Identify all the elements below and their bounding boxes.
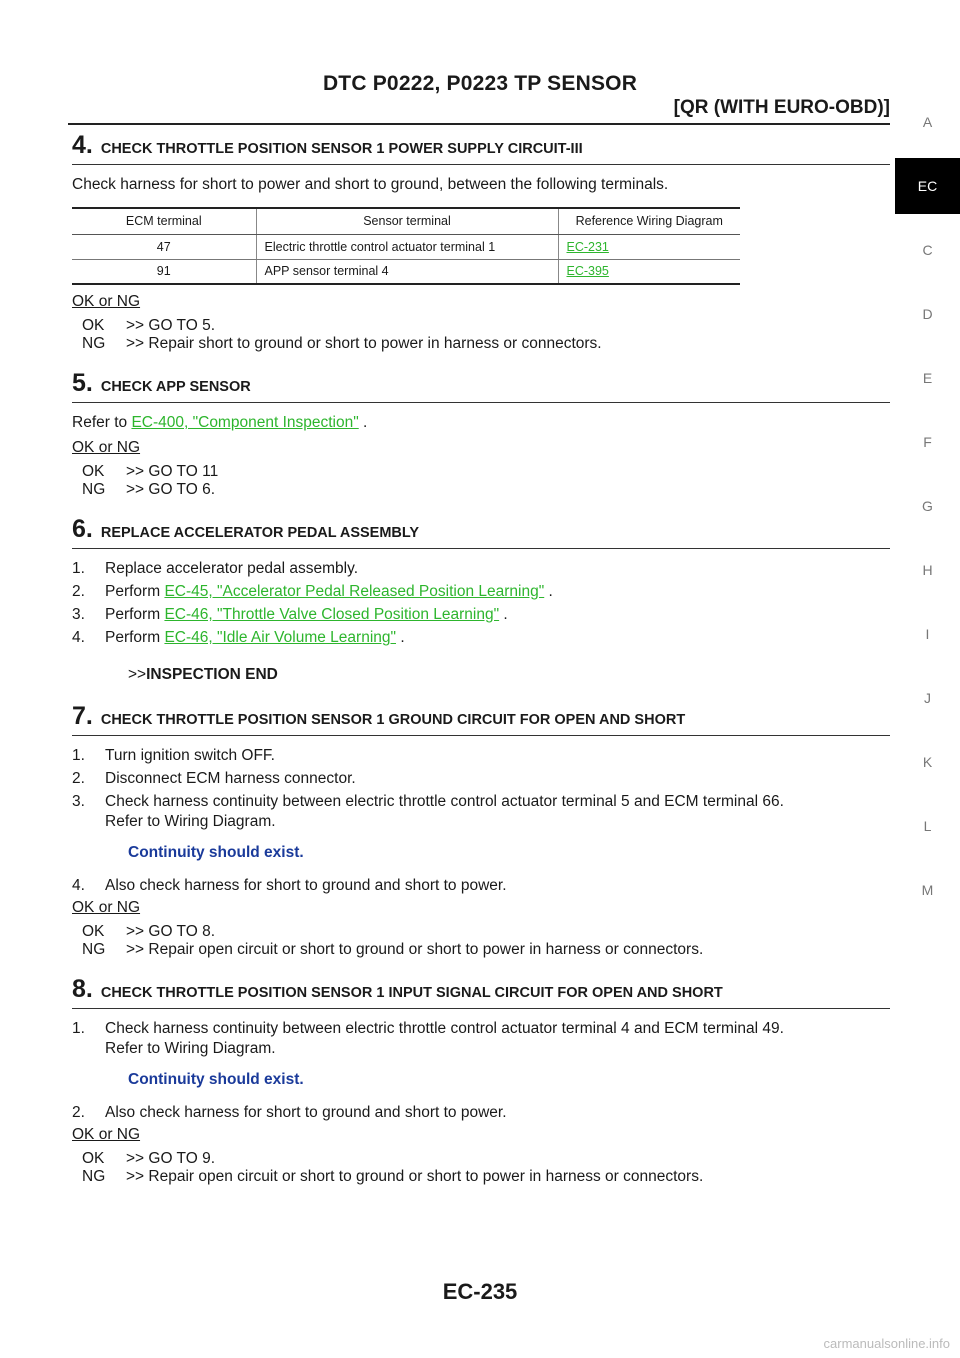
- ng-label: NG: [82, 1168, 106, 1185]
- side-tab-e[interactable]: E: [922, 370, 933, 386]
- item-suffix: .: [499, 606, 508, 623]
- ng-action: >> Repair open circuit or short to ground or short to power in harness or connectors.: [126, 941, 704, 958]
- item-number: 4.: [72, 877, 85, 894]
- step-title: CHECK THROTTLE POSITION SENSOR 1 GROUND CIRCUIT FOR OPEN AND SHORT: [100, 712, 686, 728]
- ok-or-ng-label: OK or NG: [72, 1126, 141, 1143]
- item-text: Refer to Wiring Diagram.: [105, 1040, 276, 1057]
- ng-label: NG: [82, 941, 106, 958]
- item-number: 2.: [72, 1104, 85, 1121]
- page-subtitle: [QR (WITH EURO-OBD)]: [673, 97, 890, 118]
- step-5-heading: 5 . CHECK APP SENSOR: [72, 371, 890, 403]
- ok-label: OK: [82, 463, 105, 480]
- step-4-heading: 4 . CHECK THROTTLE POSITION SENSOR 1 POWER SUPPLY CIRCUIT-III: [72, 133, 890, 165]
- side-tab-i[interactable]: I: [925, 626, 930, 642]
- list-item: [72, 876, 890, 896]
- list-item: [72, 582, 890, 602]
- item-text: Check harness continuity between electric throttle control actuator terminal 5 and ECM terminal 66.: [105, 793, 784, 810]
- ok-action: >> GO TO 5.: [126, 317, 216, 334]
- page-number: EC-235: [442, 1279, 518, 1304]
- step-8: [72, 977, 890, 1186]
- refer-suffix: .: [358, 414, 368, 431]
- list-item: [72, 1019, 890, 1059]
- item-text: Also check harness for short to ground and short to power.: [105, 877, 507, 894]
- item-number: 3.: [72, 793, 85, 810]
- ng-action: >> GO TO 6.: [126, 481, 216, 498]
- table-row: [72, 259, 740, 284]
- terminal-table: [72, 207, 740, 285]
- item-text: Perform: [105, 606, 161, 623]
- step-title: CHECK THROTTLE POSITION SENSOR 1 POWER SUPPLY CIRCUIT-III: [100, 141, 583, 157]
- watermark: carmanualsonline.info: [823, 1336, 950, 1351]
- ng-result: [72, 1168, 890, 1186]
- item-number: 1.: [72, 747, 85, 764]
- header-divider: [68, 123, 890, 125]
- list-item: [72, 1103, 890, 1123]
- list-item: [72, 792, 890, 832]
- side-tab-d[interactable]: D: [922, 306, 933, 322]
- step-number: 6: [72, 515, 86, 543]
- item-text: Replace accelerator pedal assembly.: [105, 560, 359, 577]
- side-tab-a[interactable]: A: [922, 114, 933, 130]
- table-cell: 91: [72, 259, 256, 284]
- ok-or-ng-label: OK or NG: [72, 899, 141, 916]
- list-item: [72, 605, 890, 625]
- item-text: Perform: [105, 583, 161, 600]
- side-tab-k[interactable]: K: [922, 754, 933, 770]
- column-header: Sensor terminal: [256, 208, 558, 234]
- item-text: Turn ignition switch OFF.: [105, 747, 275, 764]
- procedure-content: [72, 133, 890, 1186]
- continuity-note: Continuity should exist.: [128, 1071, 304, 1088]
- ng-label: NG: [82, 481, 106, 498]
- ok-action: >> GO TO 9.: [126, 1150, 216, 1167]
- side-tab-j[interactable]: J: [924, 690, 931, 706]
- item-text: Also check harness for short to ground and short to power.: [105, 1104, 507, 1121]
- step-number: 5: [72, 369, 86, 397]
- list-item: [72, 628, 890, 648]
- refer-prefix: Refer to: [72, 414, 128, 431]
- section-index-tabs: [895, 90, 960, 922]
- ok-action: >> GO TO 11: [126, 463, 219, 480]
- list-item: [72, 559, 890, 579]
- component-inspection-link[interactable]: EC-400, "Component Inspection": [131, 414, 359, 431]
- item-text: Perform: [105, 629, 161, 646]
- item-text: Refer to Wiring Diagram.: [105, 813, 276, 830]
- side-tab-f[interactable]: F: [923, 434, 932, 450]
- idle-air-learning-link[interactable]: EC-46, "Idle Air Volume Learning": [164, 629, 397, 646]
- side-tab-g[interactable]: G: [922, 498, 933, 514]
- step-4-text: Check harness for short to power and short to ground, between the following terminals.: [72, 176, 669, 193]
- column-header: Reference Wiring Diagram: [558, 208, 740, 234]
- item-number: 3.: [72, 606, 85, 623]
- table-header-row: [72, 208, 740, 234]
- step-8-heading: 8 . CHECK THROTTLE POSITION SENSOR 1 INPUT SIGNAL CIRCUIT FOR OPEN AND SHORT: [72, 977, 890, 1009]
- ok-result: [72, 1150, 890, 1168]
- step-5: [72, 371, 890, 499]
- table-cell: APP sensor terminal 4: [256, 259, 558, 284]
- step-number: 7: [72, 702, 86, 730]
- step-7: [72, 704, 890, 959]
- refer-text: [72, 413, 890, 433]
- item-suffix: .: [544, 583, 553, 600]
- side-tab-l[interactable]: L: [923, 818, 932, 834]
- ng-result: [72, 481, 890, 499]
- step-4: [72, 133, 890, 353]
- item-text: Disconnect ECM harness connector.: [105, 770, 356, 787]
- ng-label: NG: [82, 335, 106, 352]
- ok-action: >> GO TO 8.: [126, 923, 216, 940]
- pedal-learning-link[interactable]: EC-45, "Accelerator Pedal Released Position Learning": [164, 583, 545, 600]
- item-number: 1.: [72, 1020, 85, 1037]
- end-text: INSPECTION END: [146, 666, 278, 683]
- step-number: 4: [72, 131, 86, 159]
- ok-result: [72, 463, 890, 481]
- ok-label: OK: [82, 1150, 105, 1167]
- ok-or-ng-label: OK or NG: [72, 439, 141, 456]
- step-6-heading: 6 . REPLACE ACCELERATOR PEDAL ASSEMBLY: [72, 517, 890, 549]
- end-prefix: >>: [128, 666, 147, 683]
- page-title: DTC P0222, P0223 TP SENSOR: [322, 72, 638, 95]
- side-tab-c[interactable]: C: [922, 242, 933, 258]
- wiring-diagram-link[interactable]: EC-395: [566, 264, 609, 279]
- step-title: CHECK THROTTLE POSITION SENSOR 1 INPUT SIGNAL CIRCUIT FOR OPEN AND SHORT: [100, 985, 723, 1001]
- ok-result: [72, 317, 890, 335]
- item-number: 2.: [72, 770, 85, 787]
- list-item: [72, 746, 890, 766]
- table-cell: 47: [72, 234, 256, 259]
- item-number: 1.: [72, 560, 85, 577]
- ok-or-ng-label: OK or NG: [72, 293, 141, 310]
- wiring-diagram-link[interactable]: EC-231: [566, 239, 609, 254]
- throttle-learning-link[interactable]: EC-46, "Throttle Valve Closed Position Learning": [164, 606, 500, 623]
- step-title: CHECK APP SENSOR: [100, 379, 251, 395]
- ng-result: [72, 941, 890, 959]
- ng-action: >> Repair short to ground or short to power in harness or connectors.: [126, 335, 602, 352]
- ok-result: [72, 923, 890, 941]
- side-tab-m[interactable]: M: [921, 882, 934, 898]
- side-tab-ec[interactable]: EC: [895, 158, 960, 214]
- continuity-note: Continuity should exist.: [128, 844, 304, 861]
- step-title: REPLACE ACCELERATOR PEDAL ASSEMBLY: [100, 525, 420, 541]
- ng-action: >> Repair open circuit or short to ground or short to power in harness or connectors.: [126, 1168, 704, 1185]
- item-text: Check harness continuity between electric throttle control actuator terminal 4 and ECM terminal 49.: [105, 1020, 784, 1037]
- side-tab-h[interactable]: H: [922, 562, 933, 578]
- table-row: [72, 234, 740, 259]
- inspection-end: [72, 666, 890, 684]
- item-number: 2.: [72, 583, 85, 600]
- ok-label: OK: [82, 923, 105, 940]
- step-6: [72, 517, 890, 684]
- step-7-heading: 7 . CHECK THROTTLE POSITION SENSOR 1 GROUND CIRCUIT FOR OPEN AND SHORT: [72, 704, 890, 736]
- ok-label: OK: [82, 317, 105, 334]
- column-header: ECM terminal: [72, 208, 256, 234]
- table-cell: Electric throttle control actuator terminal 1: [256, 234, 558, 259]
- list-item: [72, 769, 890, 789]
- item-number: 4.: [72, 629, 85, 646]
- item-suffix: .: [396, 629, 405, 646]
- ng-result: [72, 335, 890, 353]
- step-number: 8: [72, 975, 86, 1003]
